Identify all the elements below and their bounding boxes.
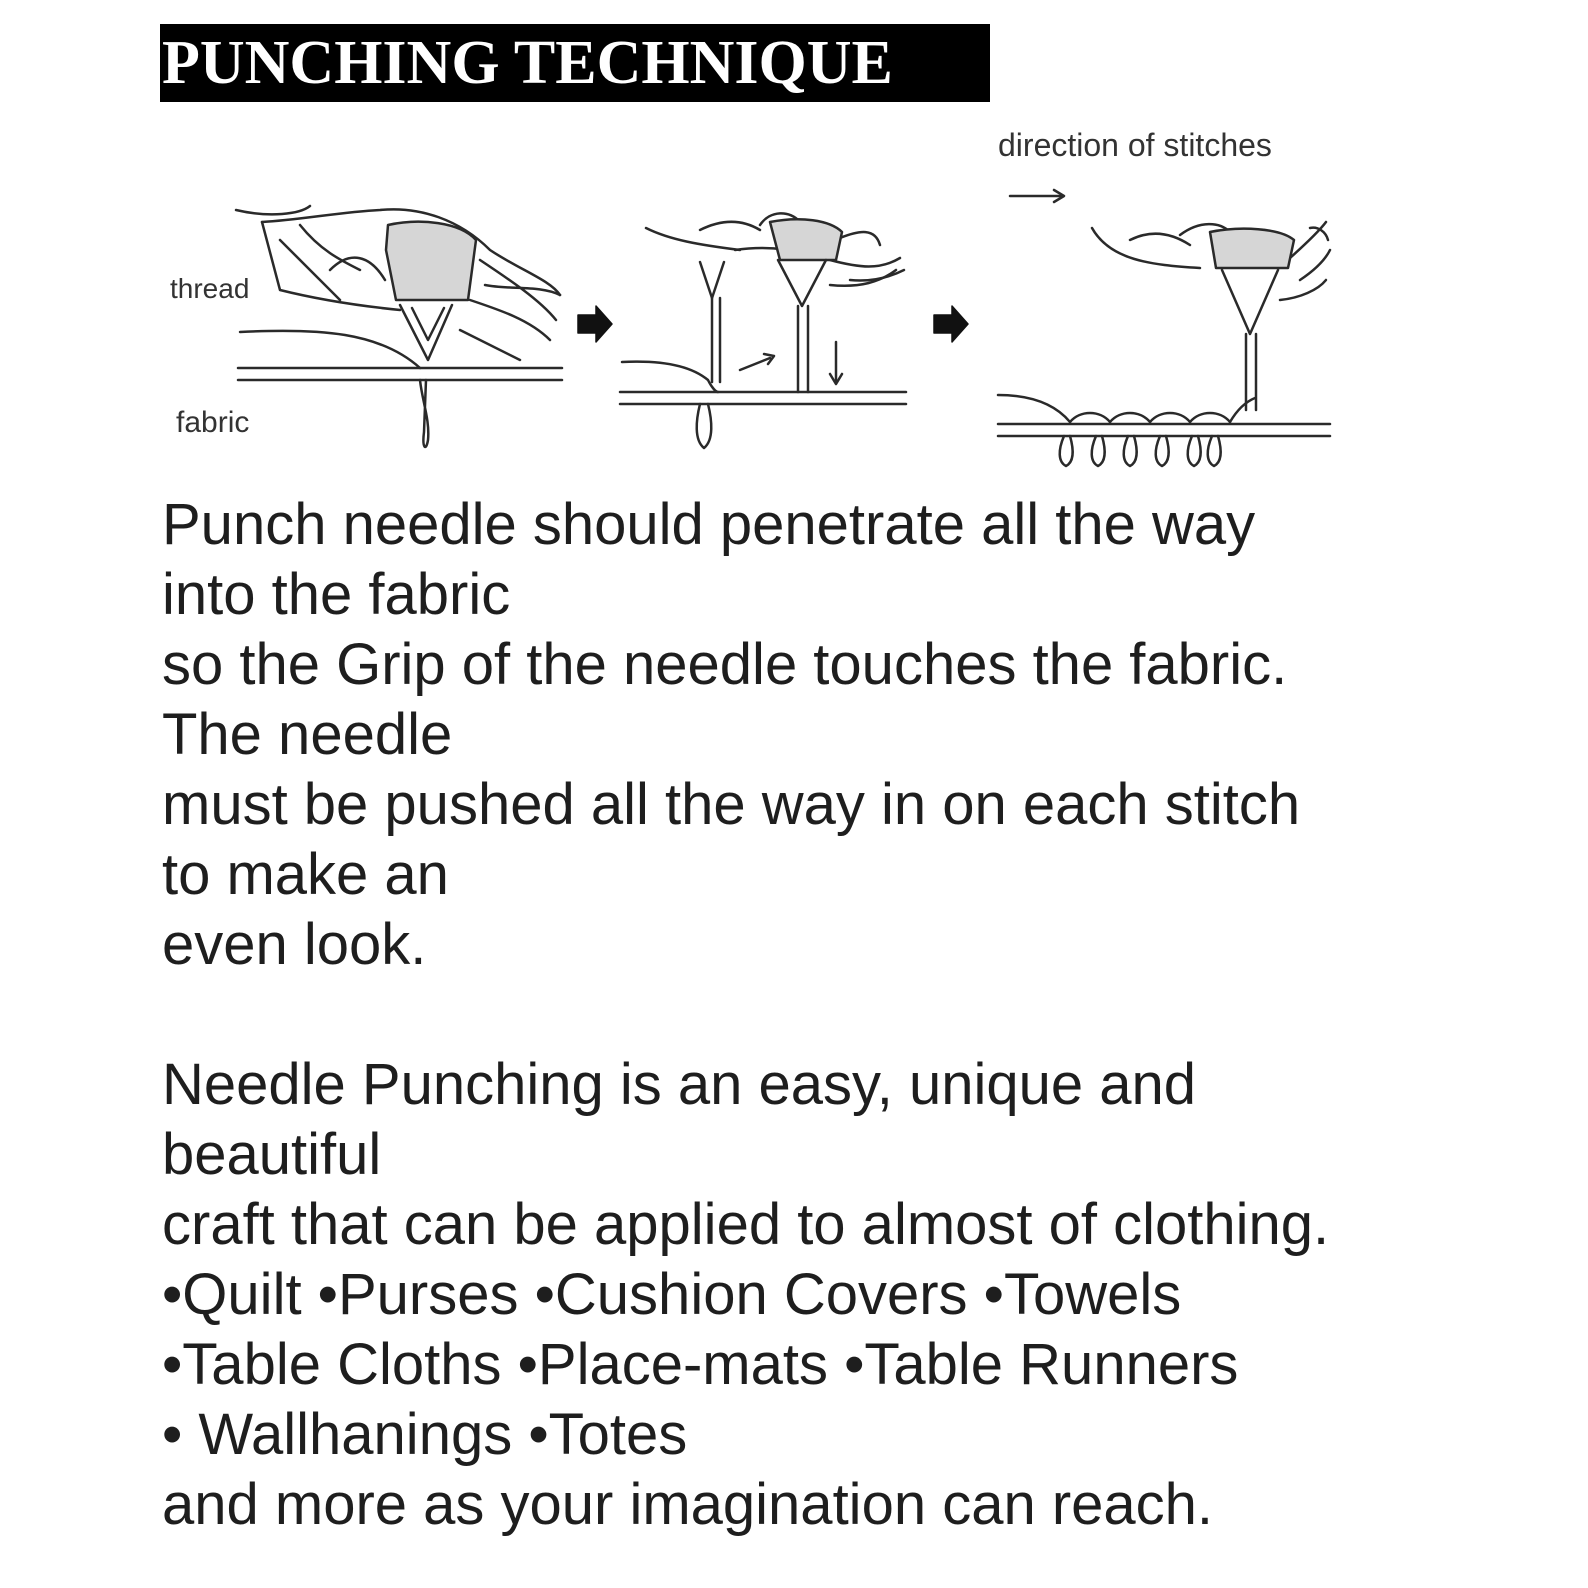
direction-label: direction of stitches — [998, 127, 1272, 163]
list-line: •Quilt •Purses •Cushion Covers •Towels — [162, 1262, 1182, 1327]
text-line: Punch needle should penetrate all the way — [162, 492, 1256, 557]
list-line: • Wallhanings •Totes — [162, 1402, 688, 1467]
punching-diagram — [0, 110, 1588, 490]
diagram-panel-1 — [170, 206, 562, 447]
text-line: into the fabric — [162, 562, 511, 627]
body-text — [162, 490, 1552, 1540]
fabric-label: fabric — [176, 406, 250, 439]
text-line: to make an — [162, 842, 449, 907]
title-bar — [160, 24, 990, 102]
text-line: The needle — [162, 702, 453, 767]
page-title: PUNCHING TECHNIQUE — [162, 29, 893, 97]
text-line: so the Grip of the needle touches the fabric. — [162, 632, 1288, 697]
text-line: even look. — [162, 912, 427, 977]
thread-label: thread — [170, 273, 250, 304]
diagram-panel-2 — [620, 213, 906, 448]
list-line: •Table Cloths •Place-mats •Table Runners — [162, 1332, 1239, 1397]
text-line: beautiful — [162, 1122, 382, 1187]
text-line: and more as your imagination can reach. — [162, 1472, 1214, 1537]
text-line: craft that can be applied to almost of clothing. — [162, 1192, 1330, 1257]
text-line: must be pushed all the way in on each stitch — [162, 772, 1301, 837]
diagram-panel-3 — [998, 127, 1330, 466]
paragraph-spacer — [162, 980, 1552, 1050]
paragraph-needle-punching — [162, 1050, 1552, 1540]
text-line: Needle Punching is an easy, unique and — [162, 1052, 1197, 1117]
paragraph-punch-needle — [162, 490, 1552, 980]
